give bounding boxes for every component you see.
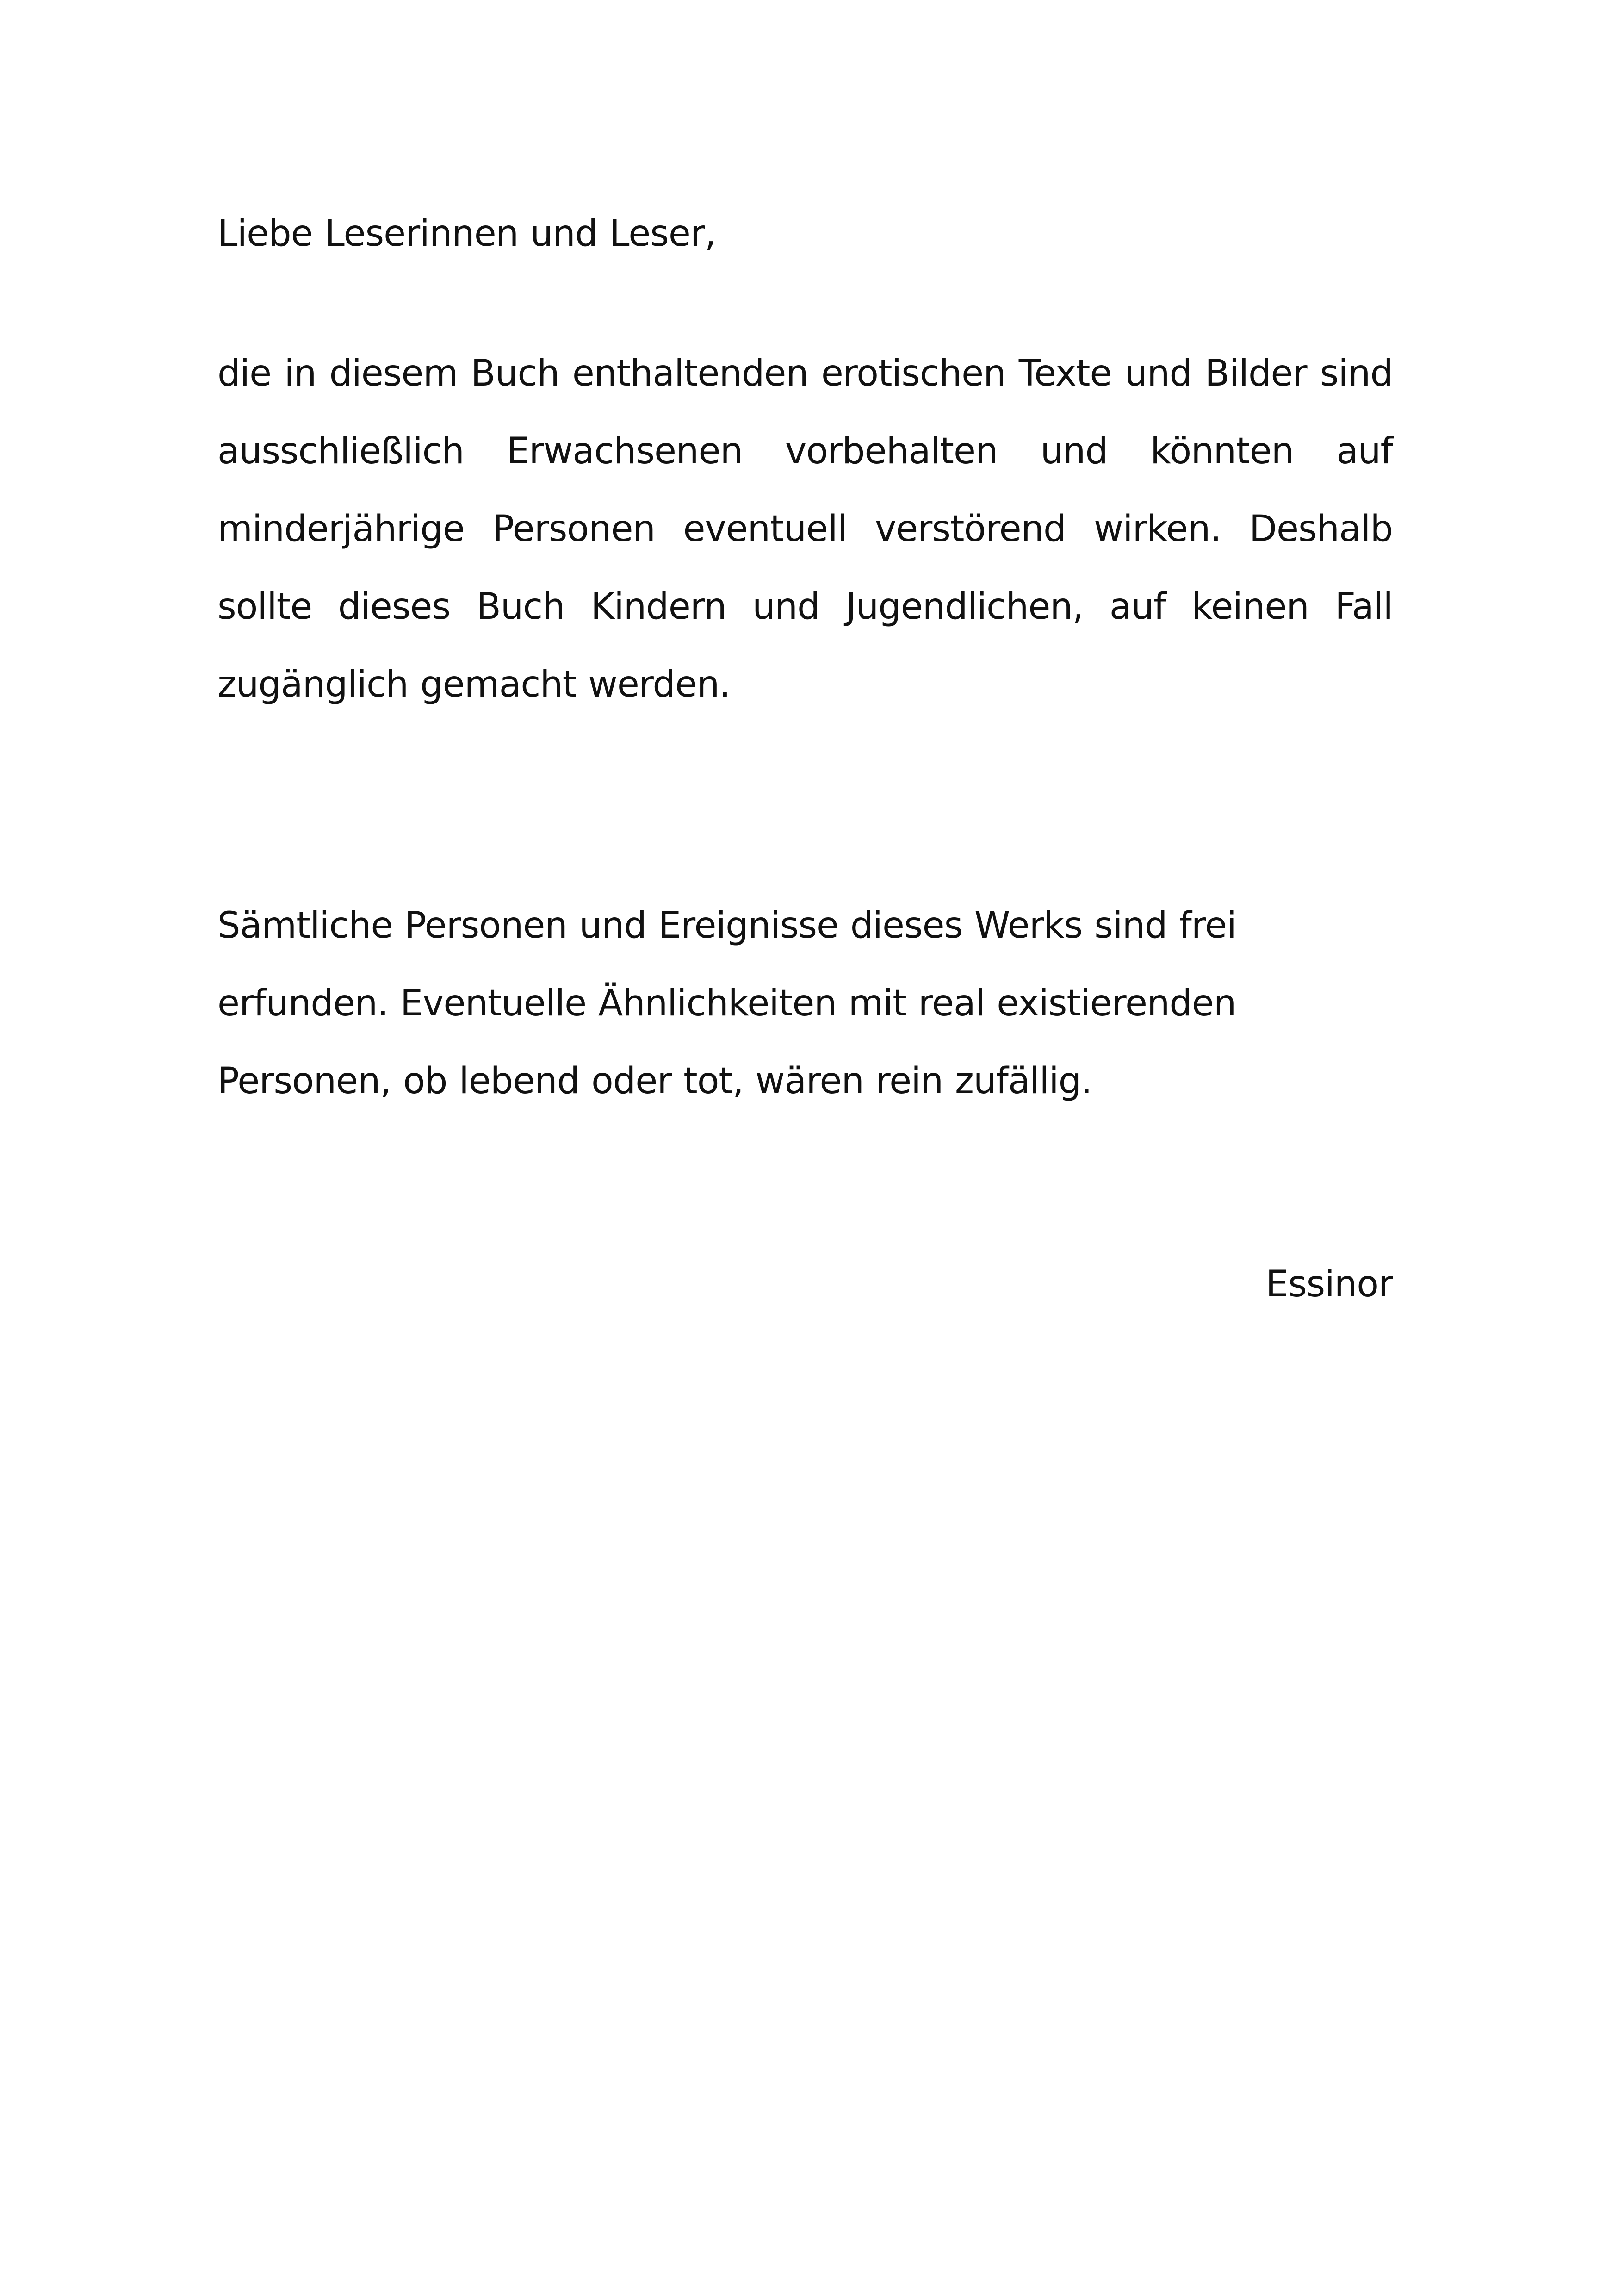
- author-signature: Essinor: [1265, 1263, 1393, 1305]
- fiction-disclaimer-paragraph: Sämtliche Personen und Ereignisse dieses Werks sind frei erfunden. Eventuelle Ähnlichkeiten mit real existierenden Personen, ob lebend oder tot, wären rein zufällig.: [217, 905, 1236, 1102]
- adult-content-warning-paragraph: die in diesem Buch enthaltenden erotischen Texte und Bilder sind ausschließlich Erwachsenen vorbehalten und könnten auf minderjährige Personen eventuell verstörend wirken. Deshalb sollte dieses Buch Kindern und Jugendlichen, auf keinen Fall zugänglich gemacht werden.: [217, 353, 1393, 705]
- salutation: Liebe Leserinnen und Leser,: [217, 213, 716, 255]
